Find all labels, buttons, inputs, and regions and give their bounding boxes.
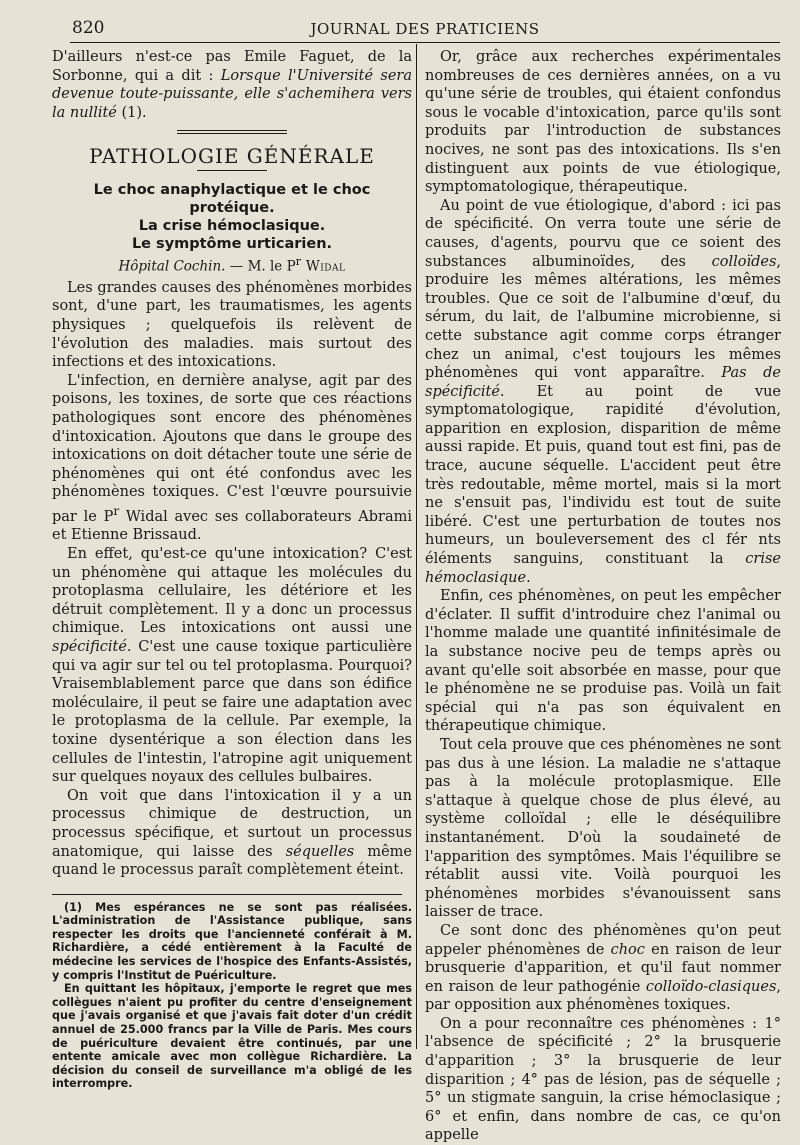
paragraph-text: Widal avec ses collaborateurs Abrami et Etienne Brissaud. [52,508,412,544]
footnote-ref: (1). [116,104,147,121]
article-title-line: Le symptôme urticarien. [131,236,333,253]
paragraph [52,787,412,880]
emphasis: choc [610,941,645,958]
paragraph: Tout cela prouve que ces phénomènes ne sont pas dus à une lésion. La maladie ne s'attaque pas à la molécule protoplasmique. Elle s'attaque à quelque chose de plus élevé, au système colloïdal ; elle le déséquilibre instantanément. D'où la soudaineté de l'apparition des symptômes. Mais l'équilibre se rétablit aussi vite. Voilà pourquoi les phénomènes morbides s'évanouissent sans laisser de trace. [425,736,781,921]
section-title: PATHOLOGIE GÉNÉRALE [89,144,375,169]
emphasis: spécificité [52,638,127,655]
article-title-line: La crise hémoclasique. [138,218,326,235]
paragraph-text: . Et au point de vue symptomatologique, rapidité d'évolution, apparition en explosion, disparition de même aussi rapide. Et puis, quand tout est fini, pas de trace, aucune séquelle. L'accident peut être très redoutable, même mortel, mais si la mort ne s'ensuit pas, l'individu est tout de suite libéré. C'est une perturbation de toutes nos humeurs, un bouleversement des cl fér nts éléments sanguins, constituant la [425,383,781,568]
byline-prefix: — M. le P [225,258,296,275]
footnote: En quittant les hôpitaux, j'emporte le regret que mes collègues n'aient pu profiter du centre d'enseignement que j'avais organisé et que j'avais fait doter d'un crédit annuel de 25.000 francs par la Ville de Paris. Mes cours de puériculture devaient être continués, par une entente amicale avec mon collègue Richardière. La décision du conseil de surveillance m'a obligé de les interrompre. [52,982,412,1091]
faguet-quote: Lorsque l'Université sera devenue toute-puissante, elle s'achemihera vers la nullité [52,67,412,121]
paragraph-text: . [526,569,531,586]
intro-paragraph [52,48,412,122]
emphasis: colloïdes [711,253,777,270]
paragraph-text: Au point de vue étiologique, d'abord : ici pas de spécificité. On verra toute une série de causes, d'agents, pourvu que ce soient des substances albuminoïdes, des [425,197,781,270]
paragraph: Enfin, ces phénomènes, on peut les empêcher d'éclater. Il suffit d'introduire chez l'animal ou l'homme malade une quantité infinitésimale de la substance nocive peu de temps après ou avant qu'elle soit absorbée en masse, pour que le phénomène ne se produise pas. Voilà un fait spécial qui n'a pas son équivalent en thérapeutique chimique. [425,588,781,735]
column-divider [416,44,417,1049]
section-separator [177,130,287,134]
byline-place: Hôpital Cochin. [118,258,226,275]
footnotes [52,901,412,1091]
superscript: r [113,504,120,518]
paragraph-text: en raison de leur brusquerie d'apparition, et qu'il faut nommer en raison de leur pathogénie [425,941,781,995]
emphasis: Pas de spécificité [425,365,781,400]
byline [52,255,412,275]
paragraph [52,372,412,545]
article-title [52,181,412,253]
intro-text: D'ailleurs n'est-ce pas Emile Faguet, de la Sorbonne, qui a dit : [52,49,412,84]
paragraph-text: . C'est une cause toxique particulière qui va agir sur tel ou tel protoplasma. Pourquoi? Vraisemblablement parce que dans son édifice moléculaire, il peut se faire une adaptation avec le protoplasma de la cellule. Par exemple, la toxine dysentérique a son élection dans les cellules de l'intestin, l'atropine agit uniquement sur quelques noyaux des cellules bulbaires. [52,638,412,786]
paragraph [52,545,412,787]
footnote-rule [52,894,402,895]
page-number: 820 [72,18,105,38]
article-title-line: Le choc anaphylactique et le choc protéique. [93,182,371,217]
byline-sup: r [295,255,302,269]
emphasis: séquelles [285,843,355,860]
byline-author: Widal [301,258,346,275]
emphasis: colloïdo-clasiques [645,978,777,995]
running-title: JOURNAL DES PRATICIENS [310,20,540,38]
paragraph-text: Ce sont donc des phénomènes qu'on peut appeler phénomènes de [425,922,781,958]
paragraph: On a pour reconnaître ces phénomènes : 1° l'absence de spécificité ; 2° la brusquerie d'apparition ; 3° la brusquerie de leur disparition ; 4° pas de lésion, pas de séquelle ; 5° un stigmate sanguin, la crise hémoclasique ; 6° et enfin, dans nombre de cas, ce qu'on appelle [425,1015,781,1144]
page-header [70,16,780,43]
paragraph-text: On voit que dans l'intoxication il y a un processus chimique de destruction, un processus spécifique, et surtout un processus anatomique, qui laisse des [52,787,412,860]
paragraph-text: même quand le processus paraît complètement éteint. [52,843,412,879]
right-column [425,48,781,1145]
paragraph: Les grandes causes des phénomènes morbides sont, d'une part, les traumatismes, les agents physiques ; quelquefois ils relèvent de l'évolution des maladies. mais surtout des infections et des intoxications. [52,279,412,371]
paragraph-text: En effet, qu'est-ce qu'une intoxication? C'est un phénomène qui attaque les molécules du protoplasma cellulaire, les détériore et les détruit complètement. Il y a donc un processus chimique. Les intoxications ont aussi une [52,546,412,637]
paragraph [425,922,781,1015]
paragraph-text: , produire les mêmes altérations, les mêmes troubles. Que ce soit de l'albumine d'œuf, du sérum, du lait, de l'albumine microbienne, si cette substance agit comme corps étranger chez un animal, c'est toujours les mêmes phénomènes qui vont apparaître. [425,253,781,382]
paragraph-text: , par opposition aux phénomènes toxiques. [425,978,781,1014]
paragraph-text: L'infection, en dernière analyse, agit par des poisons, les toxines, de sorte que ces réactions pathologiques sont encore des phénomènes d'intoxication. Ajoutons que dans le groupe des intoxications on doit détacher toute une série de phénomènes qui ont été confondus avec les phénomènes toxiques. C'est l'œuvre poursuivie par le P [52,372,412,525]
emphasis: crise hémoclasique [425,551,781,586]
left-column [52,48,412,1091]
title-rule [197,170,267,171]
footnote: (1) Mes espérances ne se sont pas réalisées. L'administration de l'Assistance publique, sans respecter les droits que l'ancienneté conférait à M. Richardière, a cédé entièrement à la Faculté de médecine les services de l'hospice des Enfants-Assistés, y compris l'Institut de Puériculture. [52,900,412,982]
paragraph: Or, grâce aux recherches expérimentales nombreuses de ces dernières années, on a vu qu'une série de troubles, qui étaient confondus sous le vocable d'intoxication, parce qu'ils sont produits par l'introduction de substances nocives, ne sont pas des intoxications. Ils s'en distinguent aux points de vue étiologique, symptomatologique, thérapeutique. [425,49,781,196]
paragraph [425,197,781,587]
